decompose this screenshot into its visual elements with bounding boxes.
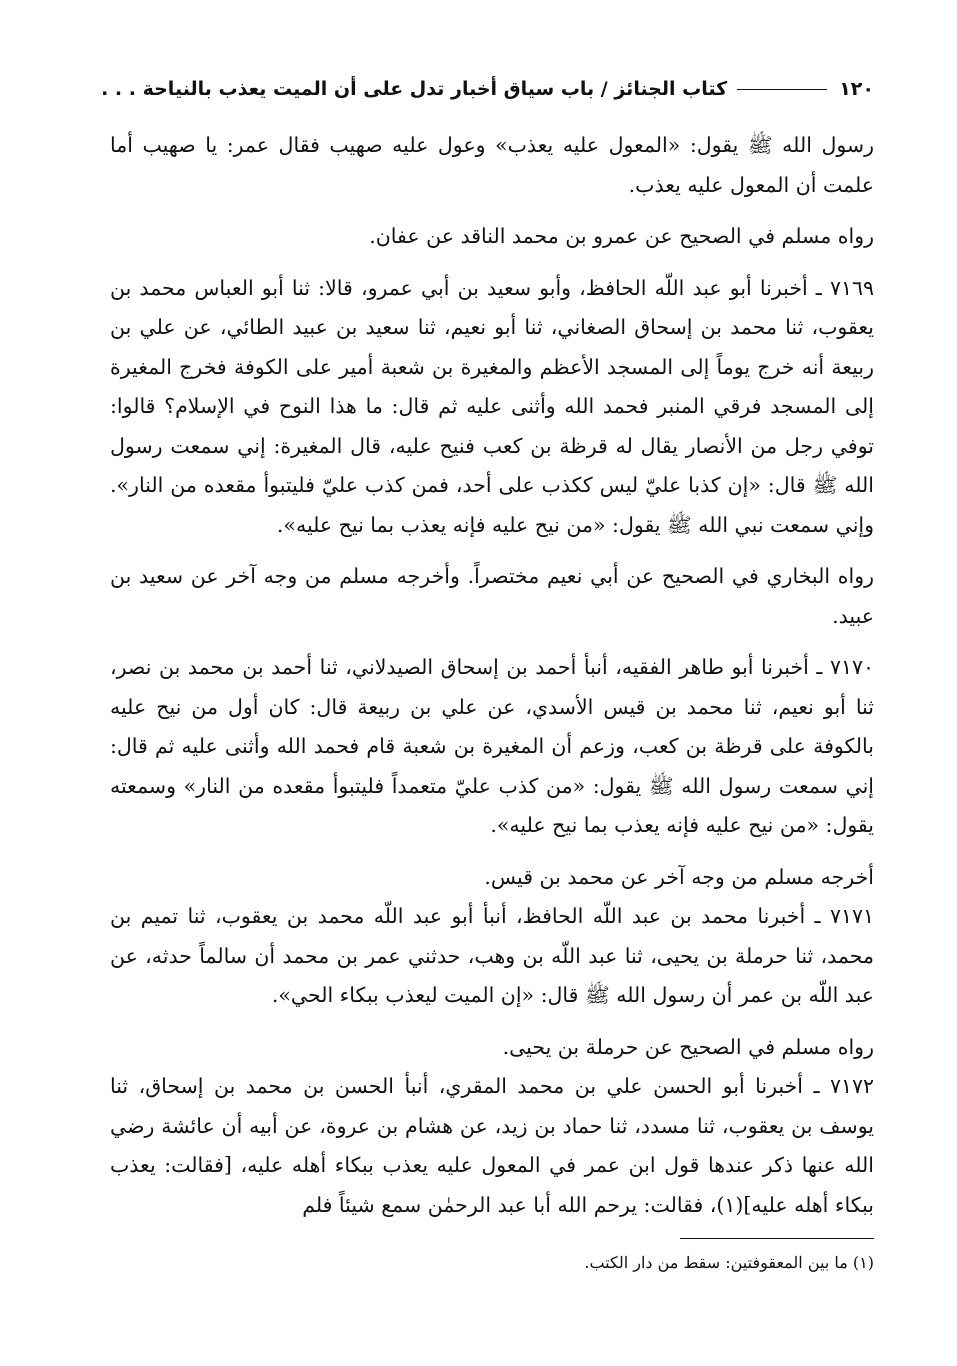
paragraph: رواه مسلم في الصحيح عن حرملة بن يحيى. (502, 1034, 874, 1059)
paragraph: أخرجه مسلم من وجه آخر عن محمد بن قيس. (484, 864, 874, 889)
paragraph: رواه البخاري في الصحيح عن أبي نعيم مختصراً. وأخرجه مسلم من وجه آخر عن سعيد بن عبيد. (110, 564, 874, 628)
running-header (101, 72, 874, 106)
paragraph: رواه مسلم في الصحيح عن عمرو بن محمد الناقد عن عفان. (369, 224, 874, 248)
header-title: كتاب الجنائز / باب سياق أخبار تدل على أن الميت يعذب بالنياحة . . . (101, 78, 728, 100)
paragraph: رسول الله ﷺ يقول: «المعول عليه يعذب» وعول عليه صهيب فقال عمر: يا صهيب أما علمت أن المعول عليه يعذب. (110, 133, 874, 197)
hadith-7169: ٧١٦٩ ـ أخبرنا أبو عبد اللّه الحافظ، وأبو سعيد بن أبي عمرو، قالا: ثنا أبو العباس محمد بن يعقوب، ثنا محمد بن إسحاق الصغاني، ثنا أبو نعيم، ثنا سعيد بن عبيد الطائي، عن علي بن ربيعة أنه خرج يوماً إلى المسجد الأعظم والمغيرة بن شعبة أمير على الكوفة فخرج المغيرة إلى المسجد فرقي المنبر فحمد الله وأثنى عليه ثم قال: ما هذا النوح في الإسلام؟ قالوا: توفي رجل من الأنصار يقال له قرظة بن كعب فنيح عليه، قال المغيرة: إني سمعت رسول الله ﷺ قال: «إن كذبا عليّ ليس ككذب على أحد، فمن كذب عليّ فليتبوأ مقعده من النار». وإني سمعت نبي الله ﷺ يقول: «من نيح عليه فإنه يعذب بما نيح عليه». (110, 275, 874, 537)
hadith-7172: ٧١٧٢ ـ أخبرنا أبو الحسن علي بن محمد المقري، أنبأ الحسن بن محمد بن إسحاق، ثنا يوسف بن يعقوب، ثنا مسدد، ثنا حماد بن زيد، عن هشام بن عروة، عن أبيه أن عائشة رضي الله عنها ذكر عندها قول ابن عمر في المعول عليه يعذب ببكاء أهله عليه، [فقالت: يعذب ببكاء أهله عليه](١)، فقالت: يرحم الله أبا عبد الرحمٰن سمع شيئاً فلم (110, 1074, 874, 1217)
hadith-7171: ٧١٧١ ـ أخبرنا محمد بن عبد اللّه الحافظ، أنبأ أبو عبد اللّه محمد بن يعقوب، ثنا تميم بن محمد، ثنا حرملة بن يحيى، ثنا عبد اللّه بن وهب، حدثني عمر بن محمد أن سالماً حدثه، عن عبد اللّه بن عمر أن رسول الله ﷺ قال: «إن الميت ليعذب ببكاء الحي». (110, 904, 874, 1007)
main-text (110, 126, 874, 1225)
header-rule (737, 89, 827, 90)
page-number: ١٢٠ (839, 78, 874, 100)
footnote-rule (680, 1238, 874, 1239)
footnote: (١) ما بين المعقوفتين: سقط من دار الكتب. (584, 1253, 874, 1272)
hadith-7170: ٧١٧٠ ـ أخبرنا أبو طاهر الفقيه، أنبأ أحمد بن إسحاق الصيدلاني، ثنا أحمد بن محمد بن نصر، ثنا أبو نعيم، ثنا محمد بن قيس الأسدي، عن علي بن ربيعة قال: كان أول من نيح عليه بالكوفة على قرظة بن كعب، وزعم أن المغيرة بن شعبة قام فحمد الله وأثنى عليه ثم قال: إني سمعت رسول الله ﷺ يقول: «من كذب عليّ متعمداً فليتبوأ مقعده من النار» وسمعته يقول: «من نيح عليه فإنه يعذب بما نيح عليه». (110, 655, 874, 837)
